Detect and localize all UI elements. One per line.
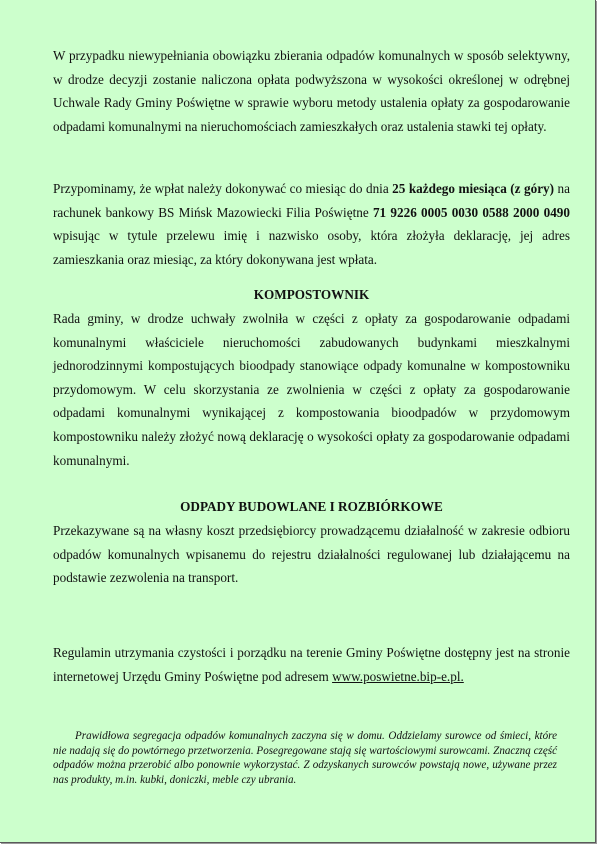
regulations-text: Regulamin utrzymania czystości i porządku na terenie Gminy Poświętne dostępny jest na stronie internetowej Urzędu Gminy Poświętne pod adresem: [53, 645, 570, 684]
segregation-note: Prawidłowa segregacja odpadów komunalnych zaczyna się w domu. Oddzielamy surowce od śmieci, które nie nadają się do powtórnego przetworzenia. Posegregowane stają się wartościowymi surowcami. Znaczną część odpadów można przerobić albo ponownie wykorzystać. Z odzyskanych surowców powstają nowe, używane przez nas produkty, m.in. kubki, doniczki, meble czy ubrania.: [53, 730, 557, 786]
bank-account-number: 71 9226 0005 0030 0588 2000 0490: [372, 204, 570, 220]
paragraph-selective-collection: W przypadku niewypełniania obowiązku zbierania odpadów komunalnych w sposób selektywny, w drodze decyzji zostanie naliczona opłata podwyższona w wysokości określonej w odrębnej Uchwale Rady Gminy Poświętne w sprawie wyboru metody ustalenia opłaty za gospodarowanie odpadami komunalnymi na nieruchomościach zamieszkałych oraz ustalenia stawki tej opłaty.: [53, 48, 570, 134]
heading-construction-waste: ODPADY BUDOWLANE I ROZBIÓRKOWE: [180, 499, 443, 514]
payment-text-3: wpisując w tytule przelewu imię i nazwisko osoby, która złożyła deklarację, jej adres zamieszkania oraz miesiąc, za który dokonywana jest wpłata.: [53, 228, 570, 267]
paragraph-composting: Rada gminy, w drodze uchwały zwolniła w części z opłaty za gospodarowanie odpadami komunalnymi właściciele nieruchomości zabudowanych budynkami mieszkalnymi jednorodzinnymi kompostujących bioodpady stanowiące odpady komunalne w kompostowniku przydomowym. W celu skorzystania ze zwolnienia w części z opłaty za gospodarowanie odpadami komunalnymi wynikającej z kompostowania bioodpadów w przydomowym kompostowniku należy złożyć nową deklarację o wysokości opłaty za gospodarowanie odpadami komunalnymi.: [53, 311, 570, 468]
paragraph-payment-info: [53, 177, 570, 271]
payment-text-1: Przypominamy, że wpłat należy dokonywać co miesiąc do dnia: [53, 181, 393, 196]
heading-kompostownik: KOMPOSTOWNIK: [253, 287, 370, 302]
website-link[interactable]: www.poswietne.bip-e.pl.: [332, 668, 464, 684]
paragraph-regulations: [53, 641, 570, 688]
paragraph-construction-waste: Przekazywane są na własny koszt przedsiębiorcy prowadzącemu działalność w zakresie odbioru odpadów komunalnych wpisanemu do rejestru działalności regulowanej lub działającemu na podstawie zezwolenia na transport.: [53, 523, 570, 586]
payment-due-date: 25 każdego miesiąca (z góry): [392, 181, 555, 196]
payment-text-2: na rachunek bankowy BS Mińsk Mazowiecki Filia Poświętne: [53, 181, 570, 220]
